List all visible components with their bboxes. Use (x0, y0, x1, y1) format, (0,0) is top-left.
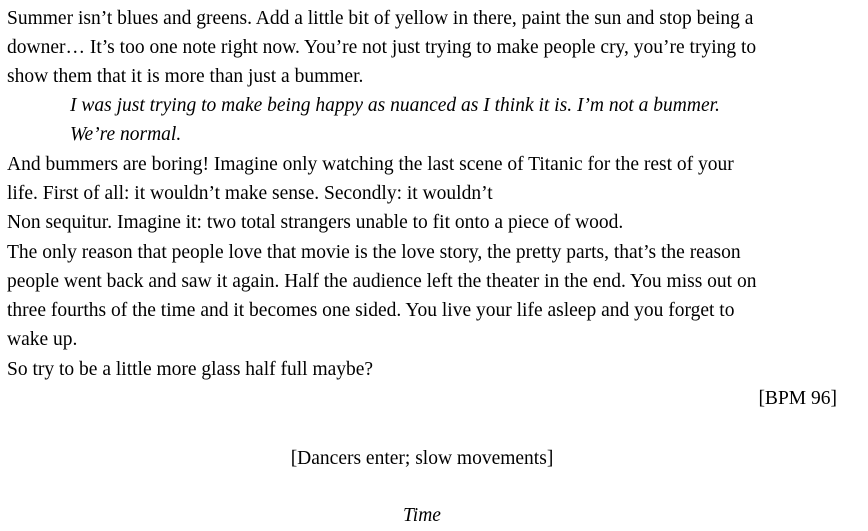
stage-direction: [Dancers enter; slow movements] (290, 448, 554, 469)
section-title: Time (403, 505, 441, 526)
dialogue-line: And bummers are boring! Imagine only watching the last scene of Titanic for the rest of your (7, 154, 734, 175)
dialogue-line: So try to be a little more glass half full maybe? (7, 359, 374, 380)
dialogue-line: Non sequitur. Imagine it: two total strangers unable to fit onto a piece of wood. (7, 212, 624, 233)
tempo-cue: [BPM 96] (758, 388, 837, 409)
dialogue-line: Summer isn’t blues and greens. Add a little bit of yellow in there, paint the sun and stop being a (7, 8, 754, 29)
dialogue-line: people went back and saw it again. Half the audience left the theater in the end. You miss out on (7, 271, 757, 292)
dialogue-line: The only reason that people love that movie is the love story, the pretty parts, that’s the reason (7, 242, 741, 263)
aside-line: I was just trying to make being happy as nuanced as I think it is. I’m not a bummer. (70, 95, 720, 116)
dialogue-line: show them that it is more than just a bummer. (7, 66, 364, 87)
dialogue-line: life. First of all: it wouldn’t make sense. Secondly: it wouldn’t (7, 183, 493, 204)
dialogue-line: wake up. (7, 329, 78, 350)
dialogue-line: three fourths of the time and it becomes one sided. You live your life asleep and you forget to (7, 300, 735, 321)
aside-line: We’re normal. (70, 124, 182, 145)
dialogue-line: downer… It’s too one note right now. You’re not just trying to make people cry, you’re trying to (7, 37, 757, 58)
